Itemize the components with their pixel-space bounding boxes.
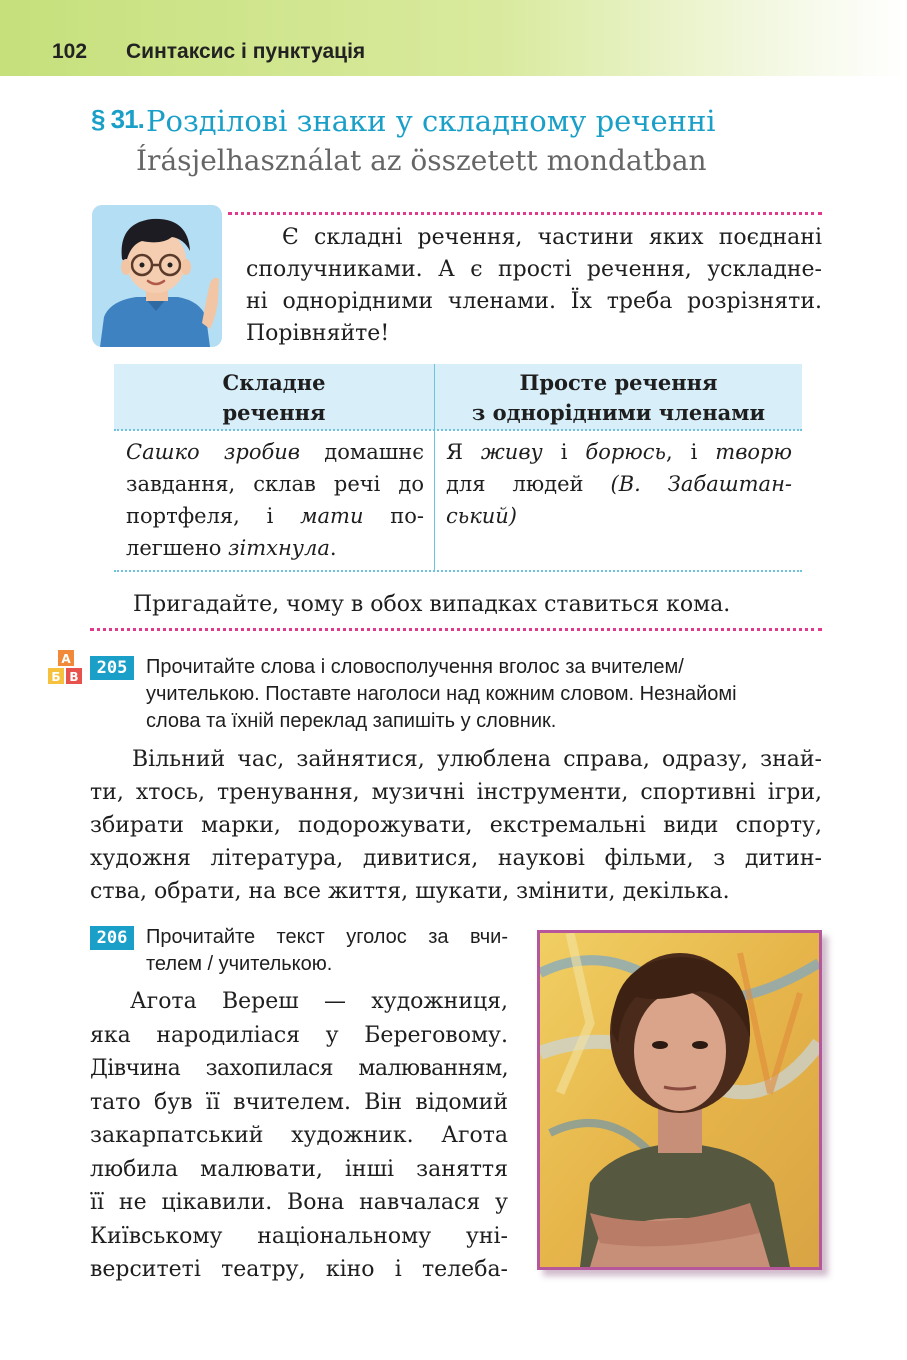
intro-line: Порівняйте! — [246, 321, 390, 346]
page-number: 102 — [52, 40, 88, 63]
table-cell-line: завдання, склав речі до — [126, 472, 424, 496]
table-cell-complex-example — [126, 436, 424, 564]
recall-question: Пригадайте, чому в обох випадках ставиться кома. — [133, 592, 731, 617]
table-cell-line: для людей (В. Забаштан- — [446, 472, 792, 496]
table-header-complex-sentence: Складне речення — [222, 370, 326, 425]
intro-line: Є складні речення, частини яких поєднані — [282, 225, 822, 250]
table-header-simple-sentence: Просте речення з однорідними членами — [471, 370, 766, 425]
section-title: Синтаксис і пунктуація — [126, 40, 366, 63]
svg-text:A: A — [61, 652, 71, 666]
table-cell-simple-example — [446, 436, 792, 532]
task-number-206: 206 — [90, 926, 134, 950]
table-cell-line: легшено зітхнула. — [126, 536, 337, 560]
intro-bottom-divider — [90, 628, 822, 631]
woman-portrait-photo — [537, 930, 822, 1270]
page-header-band — [0, 0, 907, 76]
paragraph-number: § 31. — [91, 104, 144, 134]
task-205-instructions: Прочитайте слова і словосполучення вголос за вчителем/ учителькою. Поставте наголоси над кожним словом. Незнайомі слова та їхній переклад запишіть у словник. — [146, 656, 737, 732]
intro-line: сполучниками. А є прості речення, ускладне- — [246, 257, 822, 282]
paragraph-title: Розділові знаки у складному реченні — [146, 104, 716, 138]
paragraph-subtitle-hungarian: Írásjelhasználat az összetett mondatban — [136, 144, 707, 177]
task-206-story-text: Агота Вереш — художниця, яка народиліася у Береговому. Дівчина захопилася малюванням, тато був її вчителем. Він відомий закарпатський художник. Агота любила малювати, інші заняття її не цікавили. Вона навчалася у Київському національному уні- верситеті театру, кіно і телеба- — [90, 989, 508, 1282]
svg-text:Б: Б — [51, 670, 61, 684]
intro-top-divider — [228, 212, 822, 215]
boy-with-glasses-illustration — [92, 205, 222, 347]
table-cell-line: Я живу і борюсь, і творю — [446, 440, 792, 464]
task-number-205: 205 — [90, 656, 134, 680]
table-cell-line: Сашко зробив домашнє — [126, 440, 424, 464]
comparison-table — [114, 364, 802, 572]
svg-text:В: В — [69, 670, 79, 684]
intro-text — [246, 222, 822, 350]
task-205-word-list: Вільний час, зайнятися, улюблена справа, одразу, знай- ти, хтось, тренування, музичні інструменти, спортивні ігри, збирати марки, подорожувати, екстремальні види спорту, художня література, дивитися, наукові фільми, з дитин- ства, обрати, на все життя, шукати, змінити, декілька. — [90, 747, 822, 904]
table-cell-line: ський) — [446, 504, 517, 528]
table-header-bottom-line — [114, 429, 802, 431]
intro-line: ні однорідними членами. Їх треба розрізняти. — [246, 289, 822, 314]
table-cell-line: портфеля, і мати по- — [126, 504, 424, 528]
abc-blocks-icon — [46, 650, 86, 690]
table-bottom-line — [114, 570, 802, 572]
task-206-instructions: Прочитайте текст уголос за вчи- телем / учителькою. — [146, 926, 508, 975]
